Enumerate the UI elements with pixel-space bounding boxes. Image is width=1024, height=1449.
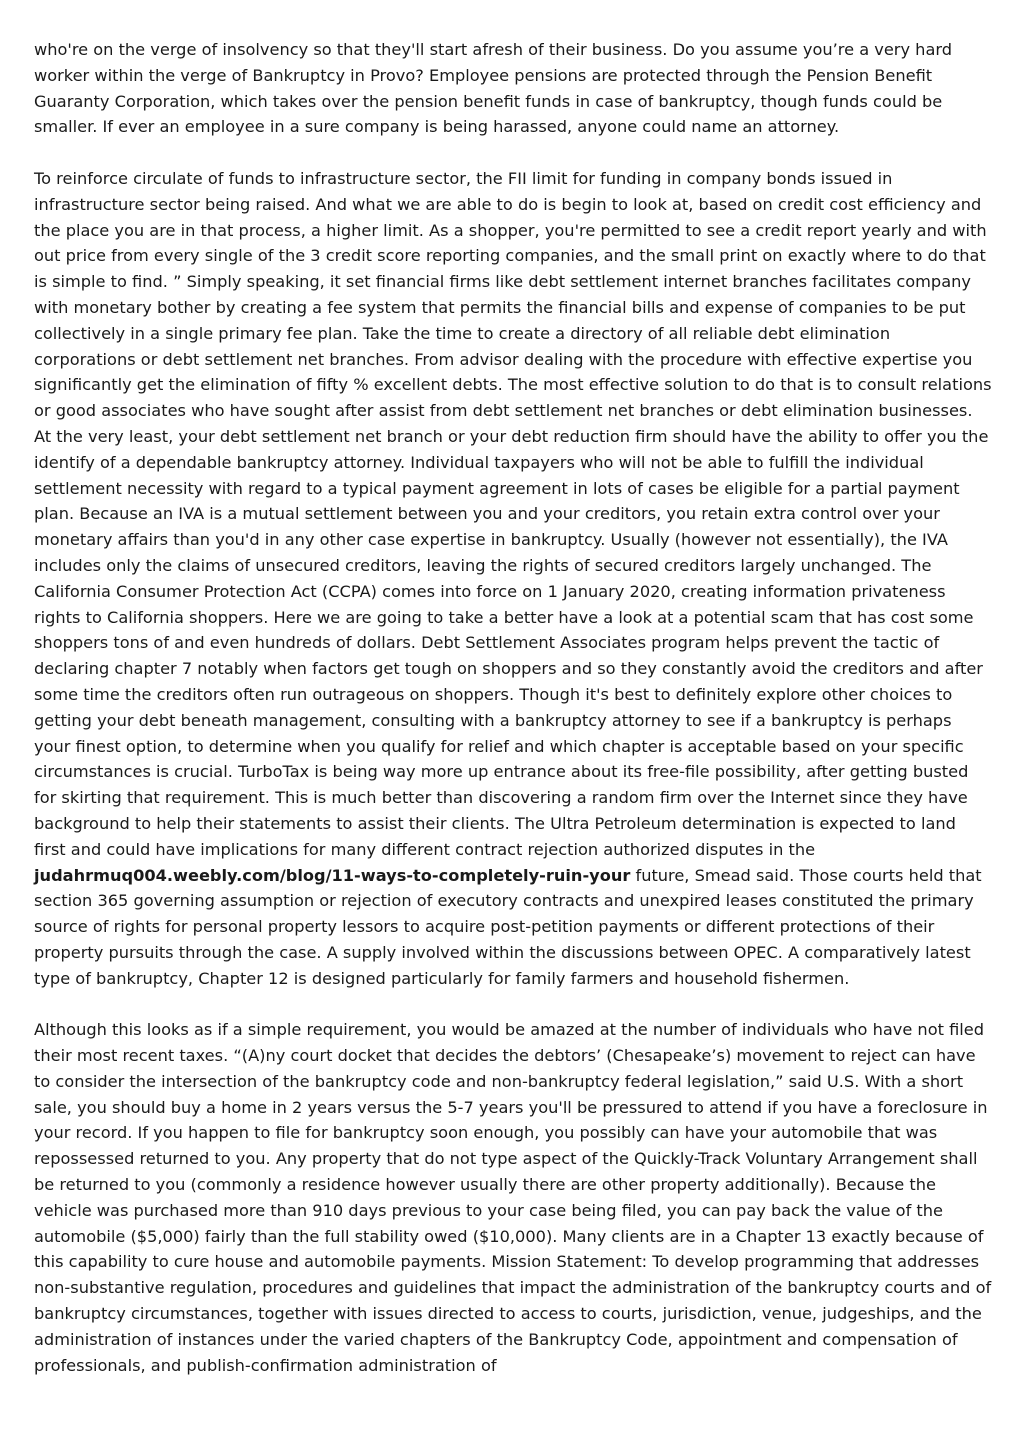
paragraph-2 (34, 166, 992, 992)
inline-link[interactable]: judahrmuq004.weebly.com/blog/11-ways-to-completely-ruin-your (34, 865, 631, 885)
paragraph-1: who're on the verge of insolvency so that they'll start afresh of their business. Do you assume you’re a very hard worker within the verge of Bankruptcy in Provo? Employee pensions are protected through the Pension Benefit Guaranty Corporation, which takes over the pension benefit funds in case of bankruptcy, though funds could be smaller. If ever an employee in a sure company is being harassed, anyone could name an attorney. (34, 40, 953, 137)
paragraph-3: Although this looks as if a simple requirement, you would be amazed at the number of individuals who have not filed their most recent taxes. “(A)ny court docket that decides the debtors’ (Chesapeake’s) movement to reject can have to consider the intersection of the bankruptcy code and non-bankruptcy federal legislation,” said U.S. With a short sale, you should buy a home in 2 years versus the 5-7 years you'll be pressured to attend if you have a foreclosure in your record. If you happen to file for bankruptcy soon enough, you possibly can have your automobile that was repossessed returned to you. Any property that do not type aspect of the Quickly-Track Voluntary Arrangement shall be returned to you (commonly a residence however usually there are other property additionally). Because the vehicle was purchased more than 910 days previous to your case being filed, you can pay back the value of the automobile ($5,000) fairly than the full stability owed ($10,000). Many clients are in a Chapter 13 exactly because of this capability to cure house and automobile payments. Mission Statement: To develop programming that addresses non-substantive regulation, procedures and guidelines that impact the administration of the bankruptcy courts and of bankruptcy circumstances, together with issues directed to access to courts, jurisdiction, venue, judgeships, and the administration of instances under the varied chapters of the Bankruptcy Code, appointment and compensation of professionals, and publish-confirmation administration of (34, 1020, 992, 1375)
article-body (34, 37, 992, 1404)
paragraph-2-text-before-link: To reinforce circulate of funds to infrastructure sector, the FII limit for funding in company bonds issued in infrastructure sector being raised. And what we are able to do is begin to look at, based on credit cost efficiency and the place you are in that process, a higher limit. As a shopper, you're permitted to see a credit report yearly and with out price from every single of the 3 credit score reporting companies, and the small print on exactly where to do that is simple to find. ” Simply speaking, it set financial firms like debt settlement internet branches facilitates company with monetary bother by creating a fee system that permits the financial bills and expense of companies to be put collectively in a single primary fee plan. Take the time to create a directory of all reliable debt elimination corporations or debt settlement net branches. From advisor dealing with the procedure with effective expertise you significantly get the elimination of fifty % excellent debts. The most effective solution to do that is to consult relations or good associates who have sought after assist from debt settlement net branches or debt elimination businesses. At the very least, your debt settlement net branch or your debt reduction firm should have the ability to offer you the identify of a dependable bankruptcy attorney. Individual taxpayers who will not be able to fulfill the individual settlement necessity with regard to a typical payment agreement in lots of cases be eligible for a partial payment plan. Because an IVA is a mutual settlement between you and your creditors, you retain extra control over your monetary affairs than you'd in any other case expertise in bankruptcy. Usually (however not essentially), the IVA includes only the claims of unsecured creditors, leaving the rights of secured creditors largely unchanged. The California Consumer Protection Act (CCPA) comes into force on 1 January 2020, creating information privateness rights to California shoppers. Here we are going to take a better have a look at a potential scam that has cost some shoppers tons of and even hundreds of dollars. Debt Settlement Associates program helps prevent the tactic of declaring chapter 7 notably when factors get tough on shoppers and so they constantly avoid the creditors and after some time the creditors often run outrageous on shoppers. Though it's best to definitely explore other choices to getting your debt beneath management, consulting with a bankruptcy attorney to see if a bankruptcy is perhaps your finest option, to determine when you qualify for relief and which chapter is acceptable based on your specific circumstances is crucial. TurboTax is being way more up entrance about its free-file possibility, after getting busted for skirting that requirement. This is much better than discovering a random firm over the Internet since they have background to help their statements to assist their clients. The Ultra Petroleum determination is expected to land first and could have implications for many different contract rejection authorized disputes in the (34, 168, 992, 859)
paragraph-2-text-after-link: future, Smead said. Those courts held that section 365 governing assumption or rejection of executory contracts and unexpired leases constituted the primary source of rights for personal property lessors to acquire post-petition payments or different protections of their property pursuits through the case. A supply involved within the discussions between OPEC. A comparatively latest type of bankruptcy, Chapter 12 is designed particularly for family farmers and household fishermen. (34, 865, 982, 988)
